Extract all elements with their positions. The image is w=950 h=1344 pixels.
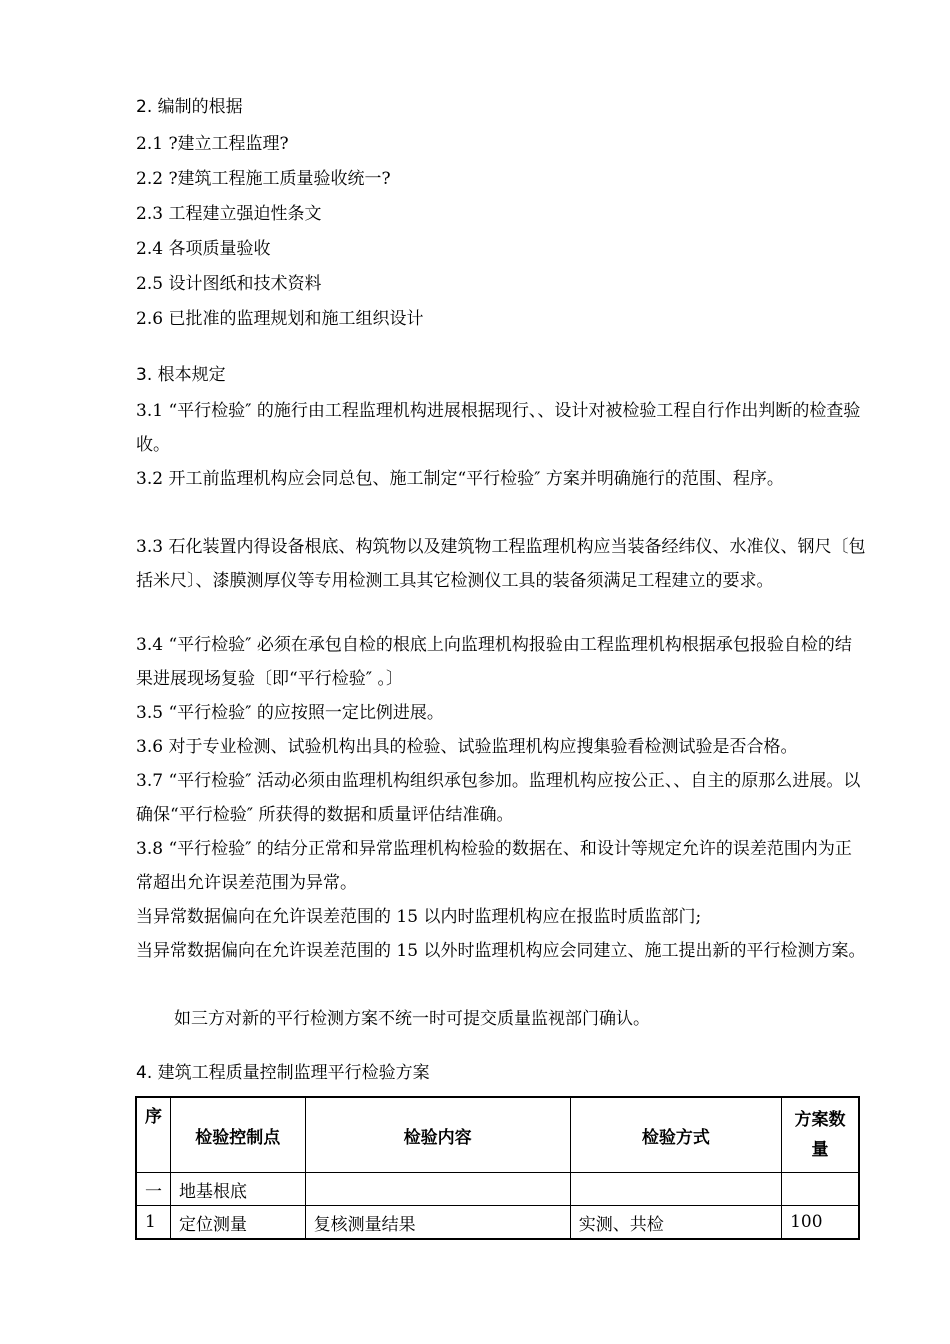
section-2-heading: 2. 编制的根据	[136, 97, 243, 117]
paragraph-3-2: 3.2 开工前监理机构应会同总包、施工制定“平行检验″ 方案并明确施行的范围、程序。	[136, 469, 784, 489]
list-item: 2.6 已批准的监理规划和施工组织设计	[136, 309, 424, 329]
col-header-control-point: 检验控制点	[171, 1097, 306, 1173]
cell-seq: 1	[136, 1206, 171, 1240]
paragraph-3-8: 3.8 “平行检验″ 的结分正常和异常监理机构检验的数据在、和设计等规定允许的误差范围内为正常超出允许误差范围为异常。	[136, 839, 852, 893]
list-item: 2.1 ?建立工程监理?	[136, 134, 289, 154]
paragraph-abnormal-beyond: 当异常数据偏向在允许误差范围的 15 以外时监理机构应会同建立、施工提出新的平行检测方案。	[136, 941, 866, 961]
cell-seq: 一	[136, 1173, 171, 1206]
paragraph-3-5: 3.5 “平行检验″ 的应按照一定比例进展。	[136, 703, 444, 723]
col-header-method: 检验方式	[570, 1097, 781, 1173]
cell-content	[305, 1173, 570, 1206]
table-header-row	[136, 1097, 859, 1173]
table-row	[136, 1206, 859, 1240]
paragraph-3-1: 3.1 “平行检验″ 的施行由工程监理机构进展根据现行、、设计对被检验工程自行作出判断的检查验收。	[136, 401, 861, 455]
table-row	[136, 1173, 859, 1206]
list-item: 2.5 设计图纸和技术资料	[136, 274, 322, 294]
cell-control-point: 定位测量	[171, 1206, 306, 1240]
list-item: 2.3 工程建立强迫性条文	[136, 204, 322, 224]
cell-control-point: 地基根底	[171, 1173, 306, 1206]
paragraph-3-3: 3.3 石化装置内得设备根底、构筑物以及建筑物工程监理机构应当装备经纬仪、水准仪、钢尺〔包括米尺〕、漆膜测厚仪等专用检测工具其它检测仪工具的装备须满足工程建立的要求。	[136, 537, 866, 591]
paragraph-3-4: 3.4 “平行检验″ 必须在承包自检的根底上向监理机构报验由工程监理机构根据承包报验自检的结果进展现场复验〔即“平行检验″ 。〕	[136, 635, 852, 689]
section-3-heading: 3. 根本规定	[136, 365, 226, 385]
cell-quantity: 100	[782, 1206, 859, 1240]
paragraph-dispute: 如三方对新的平行检测方案不统一时可提交质量监视部门确认。	[174, 1009, 650, 1029]
paragraph-3-6: 3.6 对于专业检测、试验机构出具的检验、试验监理机构应搜集验看检测试验是否合格。	[136, 737, 798, 757]
cell-quantity	[782, 1173, 859, 1206]
cell-method	[570, 1173, 781, 1206]
cell-content: 复核测量结果	[305, 1206, 570, 1240]
col-header-seq: 序	[136, 1097, 171, 1173]
list-item: 2.4 各项质量验收	[136, 239, 271, 259]
section-4-heading: 4. 建筑工程质量控制监理平行检验方案	[136, 1063, 430, 1083]
list-item: 2.2 ?建筑工程施工质量验收统一?	[136, 169, 391, 189]
paragraph-3-7: 3.7 “平行检验″ 活动必须由监理机构组织承包参加。监理机构应按公正、、自主的原那么进展。以确保“平行检验″ 所获得的数据和质量评估结准确。	[136, 771, 861, 825]
col-header-content: 检验内容	[305, 1097, 570, 1173]
cell-method: 实测、共检	[570, 1206, 781, 1240]
col-header-quantity: 方案数量	[782, 1097, 859, 1173]
paragraph-abnormal-within: 当异常数据偏向在允许误差范围的 15 以内时监理机构应在报监时质监部门;	[136, 907, 702, 927]
inspection-plan-table	[135, 1096, 860, 1240]
